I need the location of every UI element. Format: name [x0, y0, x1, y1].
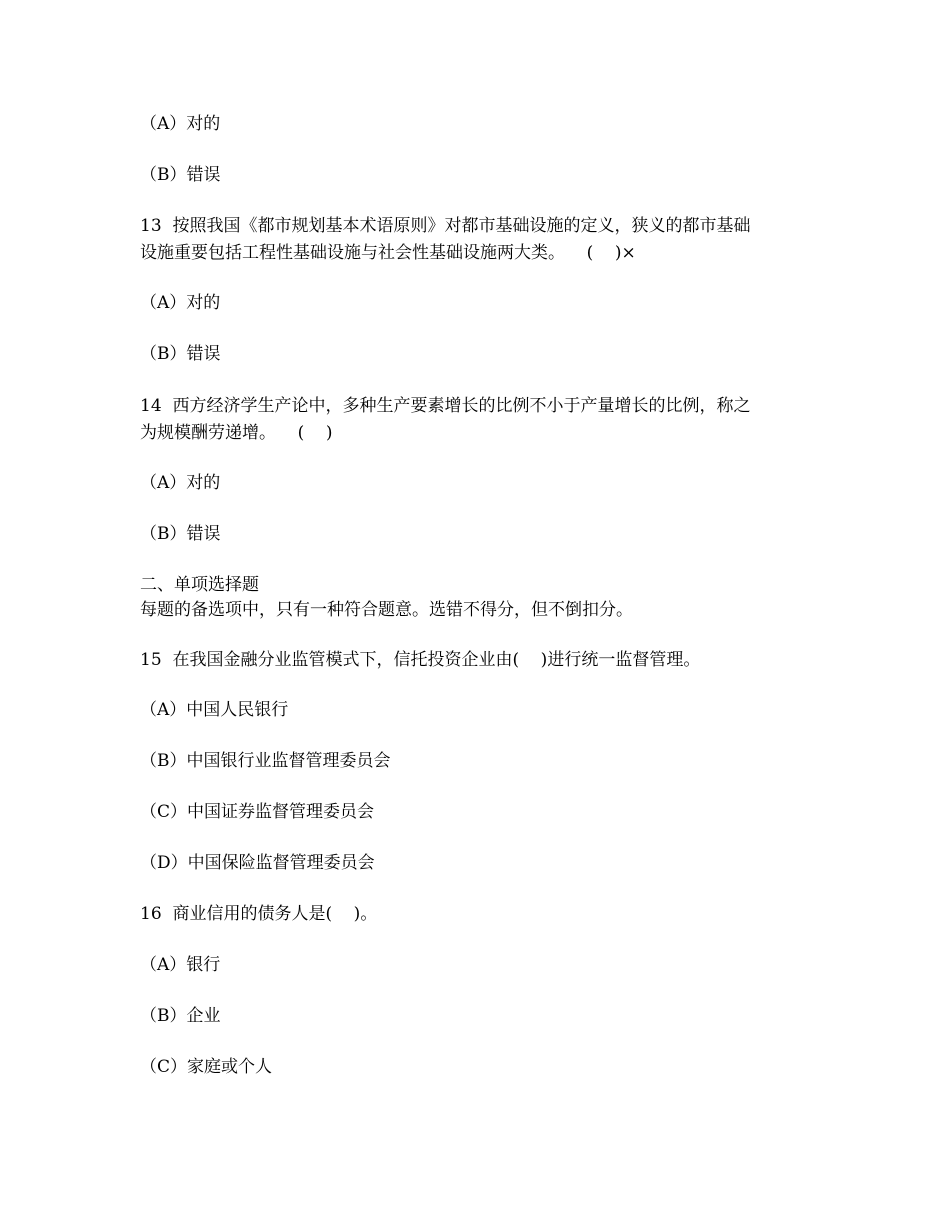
q15-text: 15 在我国金融分业监管模式下，信托投资企业由( )进行统一监督管理。 — [140, 650, 701, 670]
section-instructions: 每题的备选项中，只有一种符合题意。选错不得分，但不倒扣分。 — [140, 600, 633, 620]
q15-option-b: （B）中国银行业监督管理委员会 — [140, 751, 391, 771]
q16-text: 16 商业信用的债务人是( )。 — [140, 904, 378, 924]
q15-option-c: （C）中国证券监督管理委员会 — [140, 802, 375, 822]
q14-text-line-1: 14 西方经济学生产论中，多种生产要素增长的比例不小于产量增长的比例，称之 — [140, 396, 751, 416]
q14-option-b: （B）错误 — [140, 524, 221, 544]
q14-text-line-2: 为规模酬劳递增。 ( ) — [140, 423, 333, 443]
q13-option-a: （A）对的 — [140, 293, 221, 313]
q13-option-b: （B）错误 — [140, 344, 221, 364]
q13-text-line-1: 13 按照我国《都市规划基本术语原则》对都市基础设施的定义，狭义的都市基础 — [140, 216, 751, 236]
q16-option-a: （A）银行 — [140, 955, 221, 975]
q15-option-d: （D）中国保险监督管理委员会 — [140, 853, 375, 873]
q16-option-b: （B）企业 — [140, 1006, 221, 1026]
q12-option-b: （B）错误 — [140, 165, 221, 185]
q15-option-a: （A）中国人民银行 — [140, 700, 289, 720]
q16-option-c: （C）家庭或个人 — [140, 1057, 273, 1077]
section-heading: 二、单项选择题 — [140, 575, 259, 595]
q12-option-a: （A）对的 — [140, 114, 221, 134]
q14-option-a: （A）对的 — [140, 473, 221, 493]
q13-text-line-2: 设施重要包括工程性基础设施与社会性基础设施两大类。 ( )× — [140, 243, 636, 263]
